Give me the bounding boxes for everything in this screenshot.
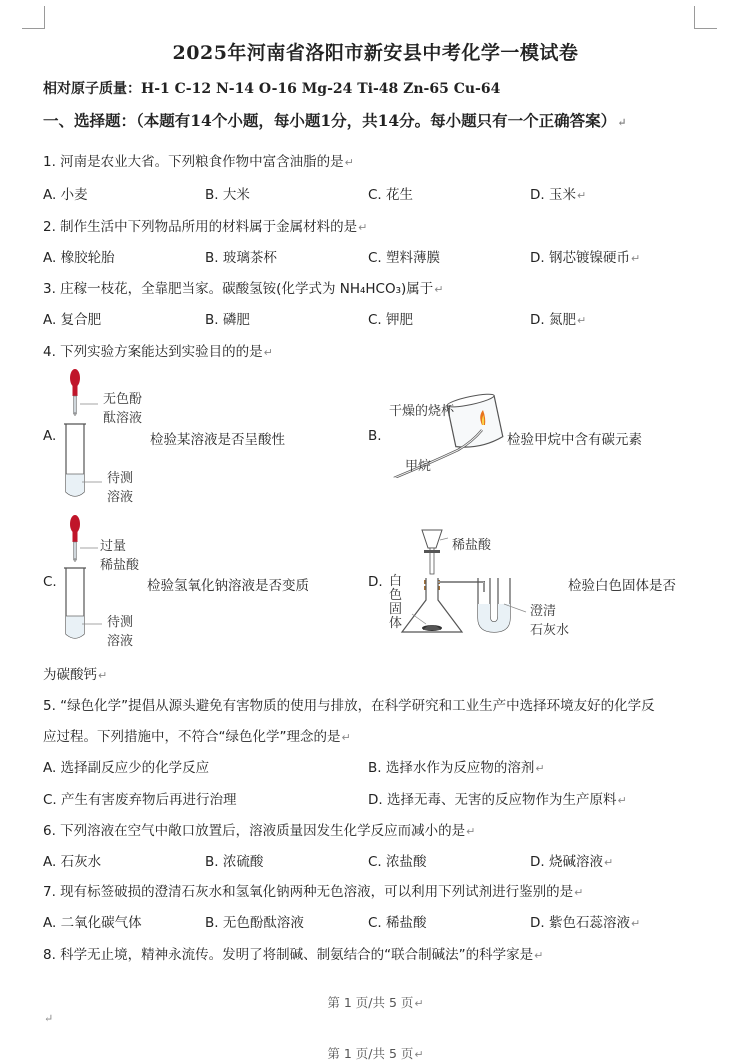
page-corner-mark (694, 6, 717, 29)
q6-option-d: D. 烧碱溶液↵ (530, 854, 614, 870)
q4-option-a-desc: 检验某溶液是否呈酸性 (150, 432, 285, 448)
test-tube-dropper-figure-c (58, 512, 148, 644)
q4-option-b-letter: B. (368, 428, 382, 444)
q2-option-a: A. 橡胶轮胎 (43, 250, 115, 266)
question-4: 4. 下列实验方案能达到实验目的的是↵ (43, 344, 273, 360)
q7-option-d: D. 紫色石蕊溶液↵ (530, 915, 641, 931)
q4-option-c-desc: 检验氢氧化钠溶液是否变质 (147, 578, 309, 594)
q4-option-b-desc: 检验甲烷中含有碳元素 (507, 432, 642, 448)
q2-option-d: D. 钢芯镀镍硬币↵ (530, 250, 641, 266)
q6-option-c: C. 浓盐酸 (368, 854, 427, 870)
q1-option-a: A. 小麦 (43, 187, 88, 203)
q1-option-d: D. 玉米↵ (530, 187, 587, 203)
question-6: 6. 下列溶液在空气中敞口放置后，溶液质量因发生化学反应而减小的是↵ (43, 823, 476, 839)
q5-option-c: C. 产生有害废弃物后再进行治理 (43, 792, 237, 808)
q5-option-b: B. 选择水作为反应物的溶剂↵ (368, 760, 545, 776)
q4-option-d-desc-cont: 为碳酸钙↵ (43, 667, 108, 683)
page-footer: 第 1 页/共 5 页↵ (327, 995, 424, 1010)
q6-option-a: A. 石灰水 (43, 854, 102, 870)
q3-option-d: D. 氮肥↵ (530, 312, 587, 328)
figure-d-label-acid: 稀盐酸 (452, 538, 492, 553)
test-tube-dropper-figure-a (58, 366, 148, 502)
question-8: 8. 科学无止境，精神永流传。发明了将制碱、制氨结合的“联合制碱法”的科学家是↵ (43, 947, 544, 963)
question-7: 7. 现有标签破损的澄清石灰水和氢氧化钠两种无色溶液，可以利用下列试剂进行鉴别的是↵ (43, 884, 584, 900)
page-footer-repeat: 第 1 页/共 5 页↵ (327, 1046, 424, 1061)
figure-b-label-methane: 甲烷 (405, 459, 432, 474)
q2-option-b: B. 玻璃茶杯 (205, 250, 277, 266)
figure-d-label-solid: 白 色 固 体 (389, 574, 403, 631)
atomic-masses: 相对原子质量：H-1 C-12 N-14 O-16 Mg-24 Ti-48 Zn-65 Cu-64 (43, 81, 501, 97)
question-5: 5. “绿色化学”提倡从源头避免有害物质的使用与排放，在科学研究和工业生产中选择环境友好的化学反 (43, 698, 655, 714)
q4-option-c-letter: C. (43, 574, 57, 590)
question-1: 1. 河南是农业大省。下列粮食作物中富含油脂的是↵ (43, 154, 354, 170)
figure-b-label-beaker: 干燥的烧杯 (389, 404, 455, 419)
figure-a-label-sample: 待测 溶液 (107, 471, 134, 505)
q5-option-d: D. 选择无毒、无害的反应物作为生产原料↵ (368, 792, 627, 808)
q2-option-c: C. 塑料薄膜 (368, 250, 441, 266)
q6-option-b: B. 浓硫酸 (205, 854, 264, 870)
q1-option-b: B. 大米 (205, 187, 250, 203)
paragraph-mark: ↵ (44, 1012, 54, 1025)
q1-option-c: C. 花生 (368, 187, 414, 203)
q5-option-a: A. 选择副反应少的化学反应 (43, 760, 210, 776)
question-3: 3. 庄稼一枝花，全靠肥当家。碳酸氢铵(化学式为 NH₄HCO₃)属于↵ (43, 281, 444, 297)
q7-option-a: A. 二氧化碳气体 (43, 915, 142, 931)
q3-option-a: A. 复合肥 (43, 312, 102, 328)
page-title: 2025年河南省洛阳市新安县中考化学一模试卷 (172, 42, 579, 64)
figure-c-label-sample: 待测 溶液 (107, 615, 134, 649)
figure-d-label-limewater: 澄清 石灰水 (530, 604, 570, 638)
q7-option-c: C. 稀盐酸 (368, 915, 427, 931)
q4-option-d-desc: 检验白色固体是否 (568, 578, 676, 594)
q4-option-a-letter: A. (43, 428, 57, 444)
question-5-cont: 应过程。下列措施中，不符合“绿色化学”理念的是↵ (43, 729, 351, 745)
question-2: 2. 制作生活中下列物品所用的材料属于金属材料的是↵ (43, 219, 368, 235)
q3-option-c: C. 钾肥 (368, 312, 414, 328)
figure-c-label-acid: 过量 稀盐酸 (100, 539, 140, 573)
figure-a-label-indicator: 无色酚 酞溶液 (103, 392, 143, 426)
page-corner-mark (22, 6, 45, 29)
q7-option-b: B. 无色酚酞溶液 (205, 915, 304, 931)
q3-option-b: B. 磷肥 (205, 312, 250, 328)
section-heading: 一、选择题：（本题有14个小题，每小题1分，共14分。每小题只有一个正确答案）↵ (43, 111, 627, 130)
q4-option-d-letter: D. (368, 574, 383, 590)
